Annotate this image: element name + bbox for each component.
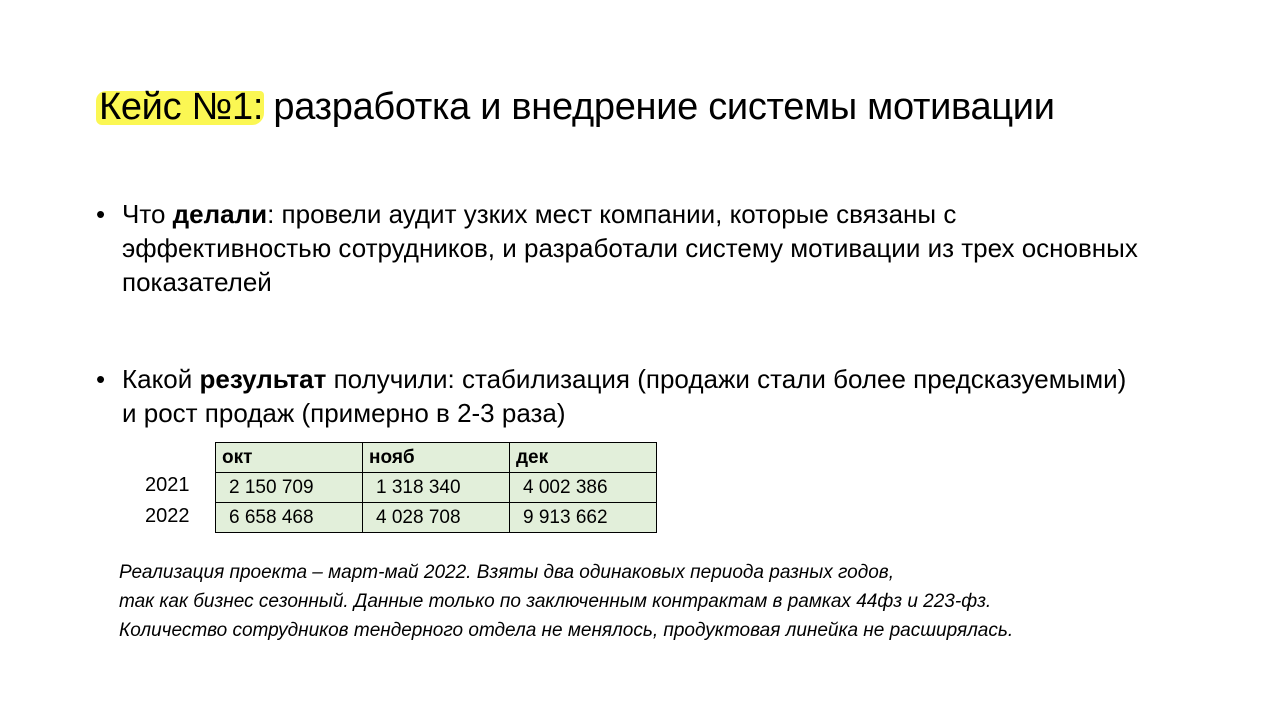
- bullet-result: [122, 362, 1142, 430]
- bullet-what-done: [122, 197, 1142, 299]
- table-header-row: [216, 443, 657, 473]
- title-text: разработка и внедрение системы мотивации: [263, 86, 1055, 128]
- bullet-keyword: результат: [199, 364, 327, 394]
- bullet-keyword: делали: [172, 199, 268, 229]
- footnote: [119, 558, 1013, 645]
- table-cell: 1 318 340: [363, 473, 510, 503]
- slide-title: [99, 82, 1055, 132]
- bullet-prefix: Какой: [122, 364, 200, 394]
- table-cell: 9 913 662: [510, 503, 657, 533]
- table-cell: 6 658 468: [216, 503, 363, 533]
- table-cell: 2 150 709: [216, 473, 363, 503]
- footnote-line: Количество сотрудников тендерного отдела не менялось, продуктовая линейка не расширялась.: [119, 620, 1014, 641]
- year-label: 2022: [145, 505, 190, 527]
- column-header: нояб: [363, 443, 510, 473]
- table-row: [216, 503, 657, 533]
- footnote-line: Реализация проекта – март-май 2022. Взяты два одинаковых периода разных годов,: [119, 562, 895, 583]
- sales-table: [215, 442, 657, 533]
- column-header: дек: [510, 443, 657, 473]
- title-highlight: Кейс №1:: [99, 86, 264, 128]
- column-header: окт: [216, 443, 363, 473]
- row-year-labels: [145, 470, 190, 532]
- year-label: 2021: [145, 474, 190, 496]
- bullet-prefix: Что: [122, 199, 173, 229]
- table-cell: 4 028 708: [363, 503, 510, 533]
- table-row: [216, 473, 657, 503]
- table-cell: 4 002 386: [510, 473, 657, 503]
- bullet-text: : провели аудит узких мест компании, которые связаны с эффективностью сотрудников, и разработали систему мотивации из трех основных показателей: [122, 199, 1138, 297]
- footnote-line: так как бизнес сезонный. Данные только по заключенным контрактам в рамках 44фз и 223-фз.: [119, 591, 992, 612]
- bullet-text: получили: стабилизация (продажи стали более предсказуемыми) и рост продаж (примерно в 2-3 раза): [122, 364, 1127, 428]
